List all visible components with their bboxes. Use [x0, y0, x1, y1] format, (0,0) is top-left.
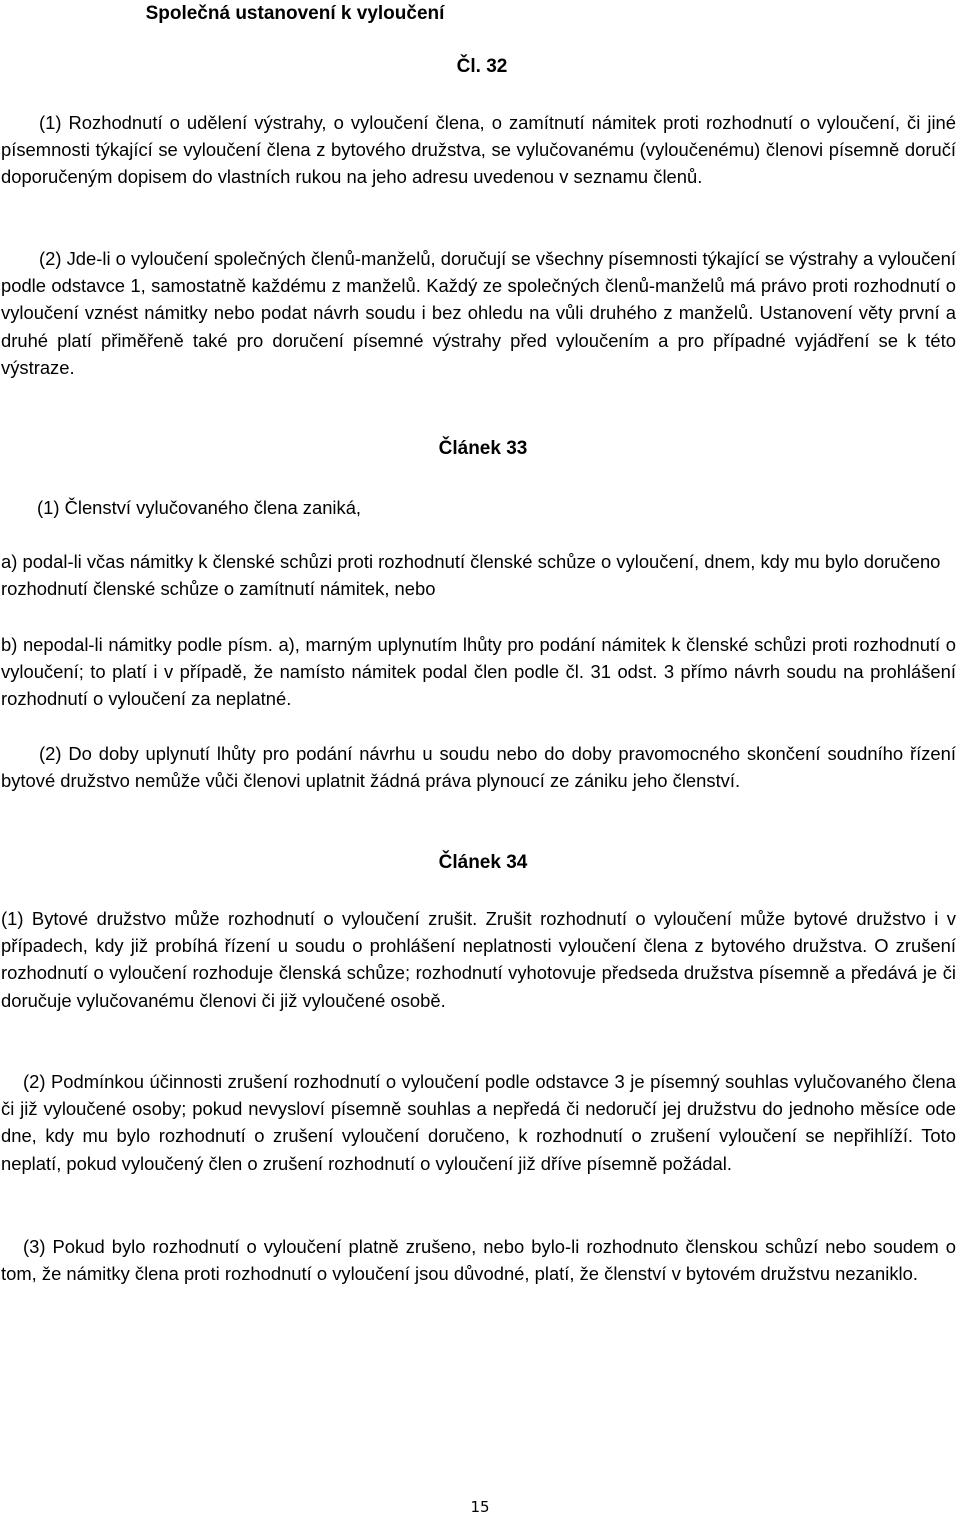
article-32-paragraph-1: (1) Rozhodnutí o udělení výstrahy, o vyloučení člena, o zamítnutí námitek proti rozhodnutí o vyloučení, či jiné písemnosti týkající se vyloučení člena z bytového družstva, se vylučovanému (vyloučenému) členovi písemně doručí doporučeným dopisem do vlastních rukou na jeho adresu uvedenou v seznamu členů. [1, 112, 956, 188]
article-33-item-b: b) nepodal-li námitky podle písm. a), marným uplynutím lhůty pro podání námitek k členské schůzi proti rozhodnutí o vyloučení; to platí i v případě, že namísto námitek podal člen podle čl. 31 odst. 3 přímo návrh soudu na prohlášení rozhodnutí o vyloučení za neplatné. [1, 634, 956, 710]
article-32-paragraph-2: (2) Jde-li o vyloučení společných členů-manželů, doručují se všechny písemnosti týkající se výstrahy a vyloučení podle odstavce 1, samostatně každému z manželů. Každý ze společných členů-manželů má právo proti rozhodnutí o vyloučení vznést námitky nebo podat návrh soudu i bez ohledu na vůli druhého z manželů. Ustanovení věty první a druhé platí přiměřeně také pro doručení písemné výstrahy před vyloučením a pro případné vyjádření se k této výstraze. [1, 248, 956, 378]
page-number: 15 [470, 1498, 490, 1516]
article-34-heading: Článek 34 [438, 852, 528, 873]
article-33-heading: Článek 33 [438, 438, 528, 459]
section-title: Společná ustanovení k vyloučení [145, 3, 445, 24]
article-34-paragraph-2: (2) Podmínkou účinnosti zrušení rozhodnutí o vyloučení podle odstavce 3 je písemný souhlas vylučovaného člena či již vyloučené osoby; pokud nevysloví písemně souhlas a nepředá či nedoručí jej družstvu do jednoho měsíce ode dne, kdy mu bylo rozhodnutí o zrušení vyloučení doručeno, k rozhodnutí o zrušení vyloučení se nepřihlíží. Toto neplatí, pokud vyloučený člen o zrušení rozhodnutí o vyloučení již dříve písemně požádal. [1, 1071, 956, 1174]
article-33-paragraph-1: (1) Členství vylučovaného člena zaniká, [37, 497, 362, 518]
article-34-paragraph-3: (3) Pokud bylo rozhodnutí o vyloučení platně zrušeno, nebo bylo-li rozhodnuto členskou schůzí nebo soudem o tom, že námitky člena proti rozhodnutí o vyloučení jsou důvodné, platí, že členství v bytovém družstvu nezaniklo. [1, 1236, 956, 1285]
article-34-paragraph-1: (1) Bytové družstvo může rozhodnutí o vyloučení zrušit. Zrušit rozhodnutí o vyloučení může bytové družstvo i v případech, kdy již probíhá řízení u soudu o prohlášení neplatnosti vyloučení člena z bytového družstva. O zrušení rozhodnutí o vyloučení rozhoduje členská schůze; rozhodnutí vyhotovuje předseda družstva písemně a předává je či doručuje vylučovanému členovi či již vyloučené osobě. [1, 908, 956, 1011]
article-32-heading: Čl. 32 [456, 56, 508, 77]
article-33-item-a: a) podal-li včas námitky k členské schůzi proti rozhodnutí členské schůze o vyloučení, dnem, kdy mu bylo doručeno rozhodnutí členské schůze o zamítnutí námitek, nebo [1, 551, 941, 600]
article-33-paragraph-2: (2) Do doby uplynutí lhůty pro podání návrhu u soudu nebo do doby pravomocného skončení soudního řízení bytové družstvo nemůže vůči členovi uplatnit žádná práva plynoucí ze zániku jeho členství. [1, 743, 956, 792]
